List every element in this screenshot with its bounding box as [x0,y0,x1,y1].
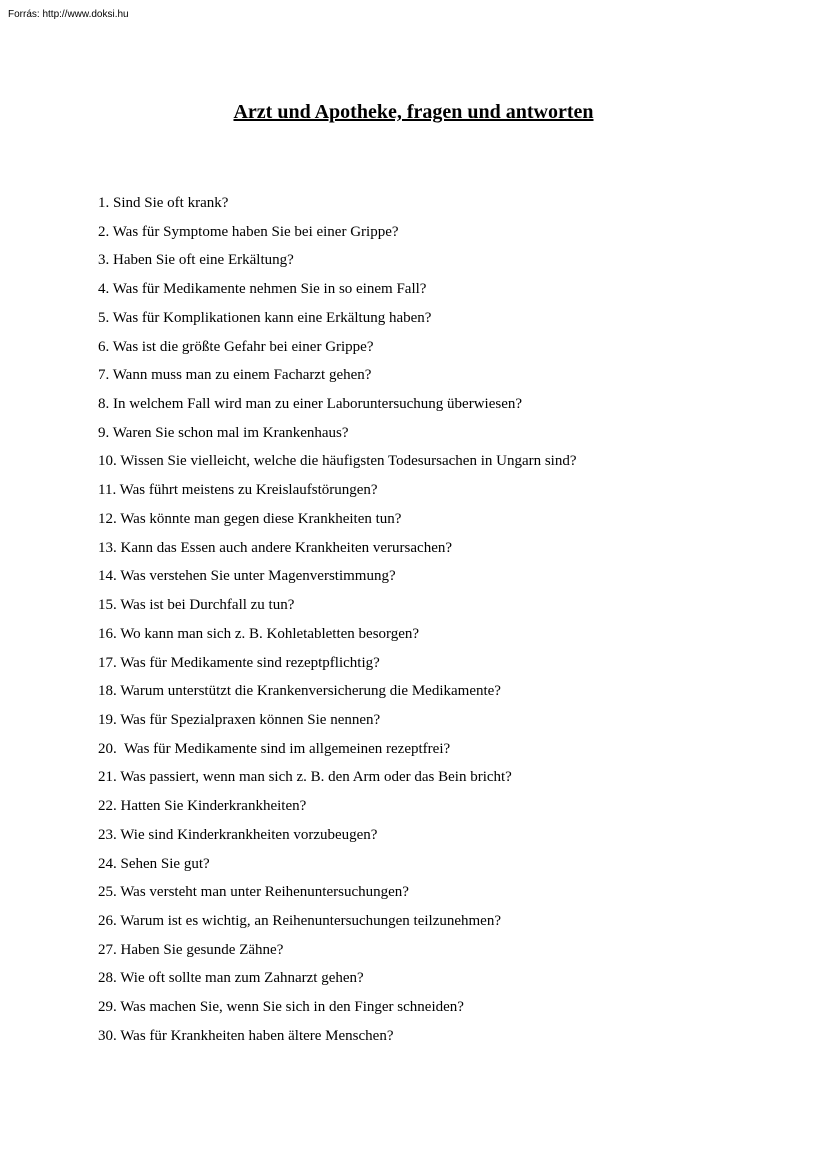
question-item: 16. Wo kann man sich z. B. Kohletabletten besorgen? [98,625,420,642]
page-title: Arzt und Apotheke, fragen und antworten [233,101,594,123]
question-item: 8. In welchem Fall wird man zu einer Laboruntersuchung überwiesen? [98,396,523,413]
question-item: 11. Was führt meistens zu Kreislaufstörungen? [98,482,378,499]
question-item: 30. Was für Krankheiten haben ältere Menschen? [98,1027,394,1044]
question-item: 5. Was für Komplikationen kann eine Erkältung haben? [98,309,432,326]
question-item: 27. Haben Sie gesunde Zähne? [98,941,284,958]
source-label: Forrás: http://www.doksi.hu [8,9,129,20]
question-item: 6. Was ist die größte Gefahr bei einer Grippe? [98,338,374,355]
question-item: 12. Was könnte man gegen diese Krankheiten tun? [98,510,402,527]
question-item: 18. Warum unterstützt die Krankenversicherung die Medikamente? [98,683,501,700]
question-item: 13. Kann das Essen auch andere Krankheiten verursachen? [98,539,453,556]
question-item: 19. Was für Spezialpraxen können Sie nennen? [98,711,381,728]
question-list [98,193,577,1055]
question-item: 14. Was verstehen Sie unter Magenverstimmung? [98,568,396,585]
question-item: 29. Was machen Sie, wenn Sie sich in den Finger schneiden? [98,999,464,1016]
question-item: 10. Wissen Sie vielleicht, welche die häufigsten Todesursachen in Ungarn sind? [98,453,577,470]
question-item: 24. Sehen Sie gut? [98,855,210,872]
question-item: 7. Wann muss man zu einem Facharzt gehen? [98,367,372,384]
question-item: 20. Was für Medikamente sind im allgemeinen rezeptfrei? [98,740,451,757]
question-item: 9. Waren Sie schon mal im Krankenhaus? [98,424,349,441]
question-item: 17. Was für Medikamente sind rezeptpflichtig? [98,654,380,671]
question-item: 15. Was ist bei Durchfall zu tun? [98,597,295,614]
question-item: 25. Was versteht man unter Reihenuntersuchungen? [98,884,409,901]
question-item: 23. Wie sind Kinderkrankheiten vorzubeugen? [98,826,378,843]
question-item: 28. Wie oft sollte man zum Zahnarzt gehen? [98,970,364,987]
question-item: 4. Was für Medikamente nehmen Sie in so einem Fall? [98,281,427,298]
question-item: 26. Warum ist es wichtig, an Reihenuntersuchungen teilzunehmen? [98,912,501,929]
question-item: 2. Was für Symptome haben Sie bei einer Grippe? [98,223,399,240]
question-item: 1. Sind Sie oft krank? [98,195,229,211]
question-item: 22. Hatten Sie Kinderkrankheiten? [98,798,307,815]
question-item: 3. Haben Sie oft eine Erkältung? [98,252,294,269]
question-item: 21. Was passiert, wenn man sich z. B. den Arm oder das Bein bricht? [98,769,512,786]
